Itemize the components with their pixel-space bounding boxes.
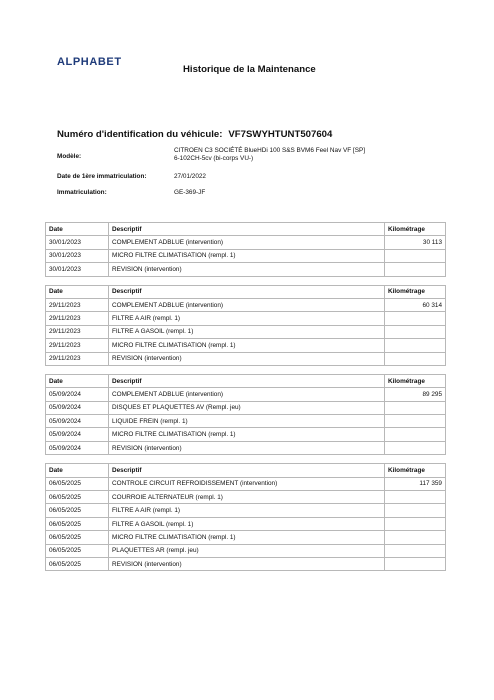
table-row	[46, 491, 446, 504]
column-header-mileage: Kilométrage	[385, 374, 446, 387]
cell-description: COMPLEMENT ADBLUE (intervention)	[109, 236, 385, 249]
model-value-line1: CITROEN C3 SOCIÉTÉ BlueHDi 100 S&S BVM6 Feel Nav VF [SP]	[174, 147, 366, 154]
cell-description: REVISION (intervention)	[109, 352, 385, 365]
vehicle-info	[57, 147, 417, 201]
cell-description: FILTRE A GASOIL (rempl. 1)	[109, 517, 385, 530]
table-header-row	[46, 464, 446, 477]
table-row	[46, 428, 446, 441]
model-label: Modèle:	[57, 153, 82, 160]
cell-mileage: 60 314	[385, 298, 446, 311]
cell-date: 29/11/2023	[46, 339, 109, 352]
cell-description: REVISION (intervention)	[109, 557, 385, 570]
first-registration-value: 27/01/2022	[174, 173, 206, 180]
model-value	[174, 147, 417, 163]
cell-mileage	[385, 401, 446, 414]
cell-date: 06/05/2025	[46, 544, 109, 557]
cell-description: CONTROLE CIRCUIT REFROIDISSEMENT (intervention)	[109, 477, 385, 490]
cell-description: LIQUIDE FREIN (rempl. 1)	[109, 415, 385, 428]
cell-description: MICRO FILTRE CLIMATISATION (rempl. 1)	[109, 339, 385, 352]
cell-description: DISQUES ET PLAQUETTES AV (Rempl. jeu)	[109, 401, 385, 414]
table-row	[46, 298, 446, 311]
table-row	[46, 517, 446, 530]
cell-mileage	[385, 441, 446, 454]
column-header-mileage: Kilométrage	[385, 285, 446, 298]
cell-mileage	[385, 352, 446, 365]
table-row	[46, 312, 446, 325]
model-row	[57, 147, 417, 170]
column-header-date: Date	[46, 464, 109, 477]
cell-mileage	[385, 504, 446, 517]
table-header-row	[46, 223, 446, 236]
table-row	[46, 477, 446, 490]
cell-description: REVISION (intervention)	[109, 263, 385, 276]
cell-mileage	[385, 491, 446, 504]
plate-value: GE-369-JF	[174, 189, 206, 196]
cell-mileage	[385, 531, 446, 544]
cell-description: MICRO FILTRE CLIMATISATION (rempl. 1)	[109, 428, 385, 441]
cell-date: 05/09/2024	[46, 401, 109, 414]
column-header-date: Date	[46, 223, 109, 236]
cell-description: FILTRE A GASOIL (rempl. 1)	[109, 325, 385, 338]
first-registration-label: Date de 1ère immatriculation:	[57, 173, 147, 180]
cell-mileage	[385, 428, 446, 441]
table-row	[46, 325, 446, 338]
cell-date: 06/05/2025	[46, 531, 109, 544]
column-header-description: Descriptif	[109, 223, 385, 236]
cell-mileage	[385, 312, 446, 325]
table-row	[46, 544, 446, 557]
cell-date: 29/11/2023	[46, 325, 109, 338]
column-header-description: Descriptif	[109, 374, 385, 387]
cell-mileage: 117 359	[385, 477, 446, 490]
cell-description: MICRO FILTRE CLIMATISATION (rempl. 1)	[109, 531, 385, 544]
table-row	[46, 263, 446, 276]
column-header-mileage: Kilométrage	[385, 464, 446, 477]
cell-date: 05/09/2024	[46, 441, 109, 454]
cell-description: COMPLEMENT ADBLUE (intervention)	[109, 388, 385, 401]
table-row	[46, 339, 446, 352]
column-header-description: Descriptif	[109, 285, 385, 298]
table-header-row	[46, 374, 446, 387]
maintenance-table	[45, 285, 446, 366]
first-registration-row	[57, 173, 417, 187]
page-title: Historique de la Maintenance	[183, 64, 316, 75]
cell-date: 05/09/2024	[46, 388, 109, 401]
cell-mileage	[385, 339, 446, 352]
cell-date: 06/05/2025	[46, 504, 109, 517]
cell-mileage	[385, 249, 446, 262]
table-row	[46, 531, 446, 544]
cell-date: 29/11/2023	[46, 298, 109, 311]
cell-mileage	[385, 557, 446, 570]
cell-description: COURROIE ALTERNATEUR (rempl. 1)	[109, 491, 385, 504]
vin-line	[57, 129, 332, 140]
table-row	[46, 236, 446, 249]
cell-description: MICRO FILTRE CLIMATISATION (rempl. 1)	[109, 249, 385, 262]
cell-description: REVISION (intervention)	[109, 441, 385, 454]
plate-label: Immatriculation:	[57, 189, 107, 196]
cell-date: 30/01/2023	[46, 236, 109, 249]
maintenance-table	[45, 222, 446, 277]
maintenance-table	[45, 374, 446, 455]
model-value-line2: 6-102CH-5cv (bi-corps VU-)	[174, 155, 254, 162]
alphabet-logo: ALPHABET	[57, 56, 122, 68]
cell-date: 30/01/2023	[46, 263, 109, 276]
cell-mileage	[385, 517, 446, 530]
cell-description: PLAQUETTES AR (rempl. jeu)	[109, 544, 385, 557]
table-row	[46, 415, 446, 428]
cell-mileage: 30 113	[385, 236, 446, 249]
cell-date: 06/05/2025	[46, 477, 109, 490]
table-row	[46, 504, 446, 517]
maintenance-table	[45, 463, 446, 571]
cell-mileage: 89 295	[385, 388, 446, 401]
cell-date: 06/05/2025	[46, 517, 109, 530]
cell-description: COMPLEMENT ADBLUE (intervention)	[109, 298, 385, 311]
cell-description: FILTRE A AIR (rempl. 1)	[109, 504, 385, 517]
column-header-description: Descriptif	[109, 464, 385, 477]
maintenance-sections	[45, 222, 445, 579]
table-row	[46, 388, 446, 401]
cell-date: 29/11/2023	[46, 312, 109, 325]
cell-description: FILTRE A AIR (rempl. 1)	[109, 312, 385, 325]
cell-date: 30/01/2023	[46, 249, 109, 262]
table-row	[46, 352, 446, 365]
table-row	[46, 401, 446, 414]
table-header-row	[46, 285, 446, 298]
cell-date: 06/05/2025	[46, 557, 109, 570]
column-header-date: Date	[46, 285, 109, 298]
column-header-date: Date	[46, 374, 109, 387]
table-row	[46, 441, 446, 454]
cell-date: 29/11/2023	[46, 352, 109, 365]
cell-mileage	[385, 544, 446, 557]
table-row	[46, 557, 446, 570]
cell-mileage	[385, 325, 446, 338]
vin-label: Numéro d'identification du véhicule:	[57, 129, 223, 140]
cell-date: 06/05/2025	[46, 491, 109, 504]
table-row	[46, 249, 446, 262]
cell-date: 05/09/2024	[46, 415, 109, 428]
column-header-mileage: Kilométrage	[385, 223, 446, 236]
vin-value: VF7SWYHTUNT507604	[228, 129, 333, 140]
plate-row	[57, 189, 417, 201]
cell-mileage	[385, 263, 446, 276]
cell-mileage	[385, 415, 446, 428]
cell-date: 05/09/2024	[46, 428, 109, 441]
